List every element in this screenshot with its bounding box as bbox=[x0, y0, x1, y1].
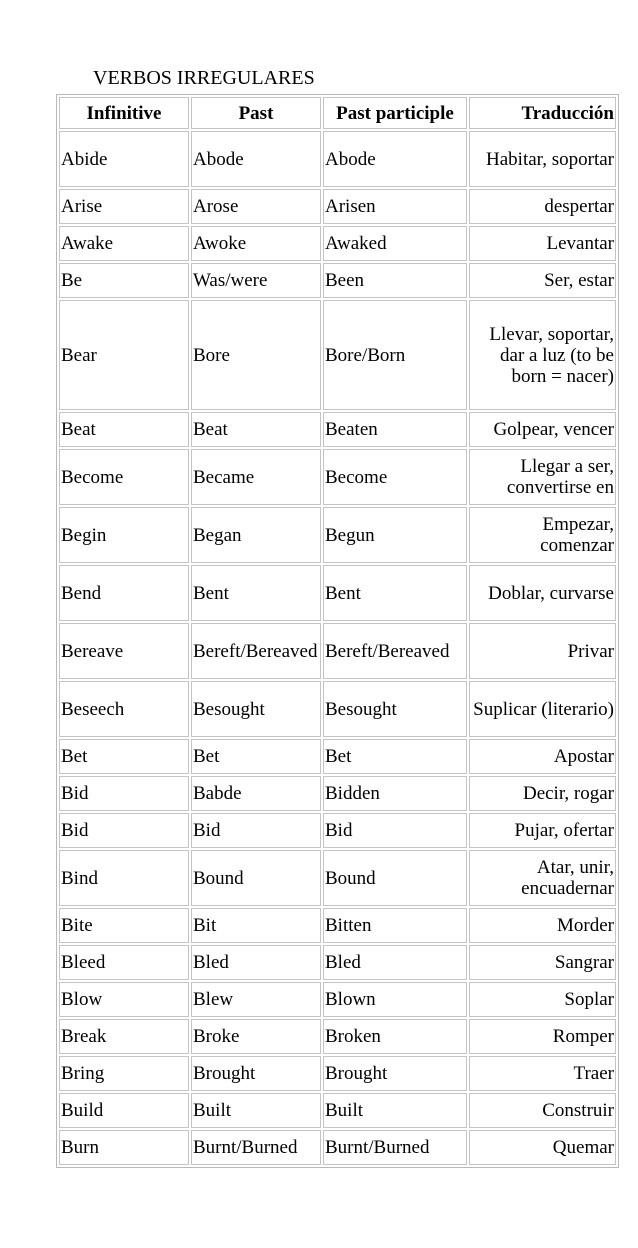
cell-infinitive: Abide bbox=[59, 131, 189, 187]
cell-past: Began bbox=[191, 507, 321, 563]
cell-translation: Golpear, vencer bbox=[469, 412, 616, 447]
cell-past: Bereft/Bereaved bbox=[191, 623, 321, 679]
cell-translation: Soplar bbox=[469, 982, 616, 1017]
cell-past: Bet bbox=[191, 739, 321, 774]
cell-past: Bound bbox=[191, 850, 321, 906]
cell-past: Bled bbox=[191, 945, 321, 980]
cell-past-participle: Begun bbox=[323, 507, 467, 563]
cell-translation: Romper bbox=[469, 1019, 616, 1054]
table-row bbox=[59, 1056, 616, 1091]
cell-past: Arose bbox=[191, 189, 321, 224]
table-row bbox=[59, 739, 616, 774]
header-infinitive: Infinitive bbox=[59, 97, 189, 129]
cell-past-participle: Arisen bbox=[323, 189, 467, 224]
cell-infinitive: Bid bbox=[59, 776, 189, 811]
cell-translation: Atar, unir, encuadernar bbox=[469, 850, 616, 906]
cell-translation: Llevar, soportar, dar a luz (to be born = nacer) bbox=[469, 300, 616, 410]
cell-past-participle: Awaked bbox=[323, 226, 467, 261]
cell-infinitive: Be bbox=[59, 263, 189, 298]
cell-past-participle: Bidden bbox=[323, 776, 467, 811]
cell-past-participle: Become bbox=[323, 449, 467, 505]
cell-past-participle: Bid bbox=[323, 813, 467, 848]
cell-past-participle: Beaten bbox=[323, 412, 467, 447]
cell-past-participle: Built bbox=[323, 1093, 467, 1128]
cell-past: Bent bbox=[191, 565, 321, 621]
cell-past: Built bbox=[191, 1093, 321, 1128]
cell-infinitive: Burn bbox=[59, 1130, 189, 1165]
table-row bbox=[59, 908, 616, 943]
cell-translation: Levantar bbox=[469, 226, 616, 261]
cell-infinitive: Bet bbox=[59, 739, 189, 774]
cell-translation: Llegar a ser, convertirse en bbox=[469, 449, 616, 505]
table-row bbox=[59, 813, 616, 848]
page-title: VERBOS IRREGULARES bbox=[93, 67, 315, 89]
cell-past: Brought bbox=[191, 1056, 321, 1091]
cell-past: Broke bbox=[191, 1019, 321, 1054]
table-row bbox=[59, 449, 616, 505]
table-row bbox=[59, 507, 616, 563]
cell-infinitive: Become bbox=[59, 449, 189, 505]
table-row bbox=[59, 623, 616, 679]
cell-past-participle: Bent bbox=[323, 565, 467, 621]
header-translation: Traducción bbox=[469, 97, 616, 129]
header-past: Past bbox=[191, 97, 321, 129]
cell-past: Beat bbox=[191, 412, 321, 447]
cell-past: Burnt/Burned bbox=[191, 1130, 321, 1165]
cell-translation: Ser, estar bbox=[469, 263, 616, 298]
cell-infinitive: Build bbox=[59, 1093, 189, 1128]
cell-past: Besought bbox=[191, 681, 321, 737]
table-row bbox=[59, 1019, 616, 1054]
cell-translation: despertar bbox=[469, 189, 616, 224]
cell-translation: Empezar, comenzar bbox=[469, 507, 616, 563]
cell-translation: Pujar, ofertar bbox=[469, 813, 616, 848]
cell-past: Bid bbox=[191, 813, 321, 848]
table-row bbox=[59, 776, 616, 811]
cell-past-participle: Bound bbox=[323, 850, 467, 906]
cell-past: Blew bbox=[191, 982, 321, 1017]
cell-past-participle: Bore/Born bbox=[323, 300, 467, 410]
cell-translation: Construir bbox=[469, 1093, 616, 1128]
cell-translation: Privar bbox=[469, 623, 616, 679]
cell-translation: Decir, rogar bbox=[469, 776, 616, 811]
table-row bbox=[59, 565, 616, 621]
cell-translation: Morder bbox=[469, 908, 616, 943]
cell-infinitive: Begin bbox=[59, 507, 189, 563]
cell-past: Bit bbox=[191, 908, 321, 943]
cell-translation: Doblar, curvarse bbox=[469, 565, 616, 621]
cell-infinitive: Blow bbox=[59, 982, 189, 1017]
table-row bbox=[59, 681, 616, 737]
cell-past-participle: Burnt/Burned bbox=[323, 1130, 467, 1165]
table-row bbox=[59, 1130, 616, 1165]
cell-past-participle: Broken bbox=[323, 1019, 467, 1054]
cell-past: Became bbox=[191, 449, 321, 505]
table-row bbox=[59, 131, 616, 187]
cell-past-participle: Besought bbox=[323, 681, 467, 737]
cell-infinitive: Bind bbox=[59, 850, 189, 906]
table-row bbox=[59, 850, 616, 906]
cell-past-participle: Bereft/Bereaved bbox=[323, 623, 467, 679]
table-header-row bbox=[59, 97, 616, 129]
cell-infinitive: Arise bbox=[59, 189, 189, 224]
table-row bbox=[59, 226, 616, 261]
cell-infinitive: Bite bbox=[59, 908, 189, 943]
cell-infinitive: Bid bbox=[59, 813, 189, 848]
cell-translation: Sangrar bbox=[469, 945, 616, 980]
cell-past-participle: Brought bbox=[323, 1056, 467, 1091]
cell-infinitive: Bend bbox=[59, 565, 189, 621]
cell-infinitive: Bereave bbox=[59, 623, 189, 679]
cell-infinitive: Beseech bbox=[59, 681, 189, 737]
cell-past-participle: Abode bbox=[323, 131, 467, 187]
cell-past: Was/were bbox=[191, 263, 321, 298]
cell-past: Abode bbox=[191, 131, 321, 187]
cell-infinitive: Bleed bbox=[59, 945, 189, 980]
cell-translation: Apostar bbox=[469, 739, 616, 774]
table-row bbox=[59, 412, 616, 447]
cell-infinitive: Bear bbox=[59, 300, 189, 410]
cell-translation: Habitar, soportar bbox=[469, 131, 616, 187]
cell-past: Babde bbox=[191, 776, 321, 811]
cell-infinitive: Beat bbox=[59, 412, 189, 447]
cell-translation: Traer bbox=[469, 1056, 616, 1091]
cell-translation: Suplicar (literario) bbox=[469, 681, 616, 737]
cell-past-participle: Been bbox=[323, 263, 467, 298]
cell-infinitive: Break bbox=[59, 1019, 189, 1054]
table-row bbox=[59, 300, 616, 410]
cell-past: Awoke bbox=[191, 226, 321, 261]
table-row bbox=[59, 189, 616, 224]
table-row bbox=[59, 263, 616, 298]
table-row bbox=[59, 945, 616, 980]
table-row bbox=[59, 1093, 616, 1128]
table-row bbox=[59, 982, 616, 1017]
cell-past: Bore bbox=[191, 300, 321, 410]
cell-past-participle: Bled bbox=[323, 945, 467, 980]
cell-infinitive: Awake bbox=[59, 226, 189, 261]
cell-past-participle: Bet bbox=[323, 739, 467, 774]
cell-past-participle: Bitten bbox=[323, 908, 467, 943]
cell-infinitive: Bring bbox=[59, 1056, 189, 1091]
cell-translation: Quemar bbox=[469, 1130, 616, 1165]
cell-past-participle: Blown bbox=[323, 982, 467, 1017]
header-past-participle: Past participle bbox=[323, 97, 467, 129]
irregular-verbs-table bbox=[56, 94, 619, 1168]
